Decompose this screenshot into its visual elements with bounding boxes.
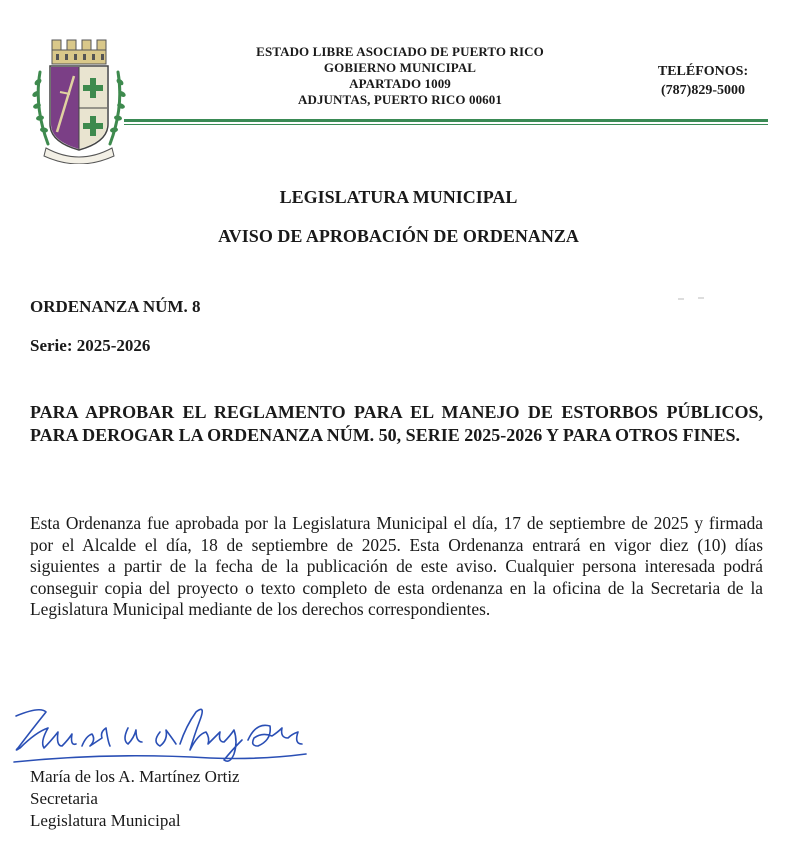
letterhead-line: ESTADO LIBRE ASOCIADO DE PUERTO RICO xyxy=(256,44,544,59)
scan-speck xyxy=(676,297,706,301)
phone-number: (787)829-5000 xyxy=(661,83,745,98)
letterhead-divider-thin xyxy=(124,124,768,125)
signature-block xyxy=(30,766,240,832)
ordinance-series: Serie: 2025-2026 xyxy=(30,336,151,355)
ordinance-title: PARA APROBAR EL REGLAMENTO PARA EL MANEJO DE ESTORBOS PÚBLICOS, PARA DEROGAR LA ORDENANZA NÚM. 50, SERIE 2025-2026 Y PARA OTROS FINES. xyxy=(30,402,763,445)
legislature-heading: LEGISLATURA MUNICIPAL xyxy=(279,187,518,207)
phone-block xyxy=(628,62,778,100)
letterhead-line: APARTADO 1009 xyxy=(349,76,451,91)
letterhead-divider xyxy=(124,119,768,122)
ordinance-number: ORDENANZA NÚM. 8 xyxy=(30,297,201,316)
letterhead-line: ADJUNTAS, PUERTO RICO 00601 xyxy=(297,92,502,107)
letterhead xyxy=(200,44,600,108)
phone-label: TELÉFONOS: xyxy=(657,64,749,79)
signatory-role: Secretaria xyxy=(30,789,98,808)
ordinance-body: Esta Ordenanza fue aprobada por la Legislatura Municipal el día, 17 de septiembre de 2025 y firmada por el Alcalde el día, 18 de septiembre de 2025. Esta Ordenanza entrará en vigor diez (10) días siguientes a partir de la fecha de la publicación de este aviso. Cualquier persona interesada podrá conseguir copia del proyecto o texto completo de esta ordenanza en la oficina de la Secretaria de la Legislatura Municipal mediante de los derechos correspondientes. xyxy=(30,513,763,620)
letterhead-line: GOBIERNO MUNICIPAL xyxy=(323,60,477,75)
handwritten-signature xyxy=(10,702,310,774)
notice-heading: AVISO DE APROBACIÓN DE ORDENANZA xyxy=(218,226,579,246)
municipal-coat-of-arms-icon xyxy=(30,32,128,164)
signatory-name: María de los A. Martínez Ortiz xyxy=(30,767,240,786)
signatory-office: Legislatura Municipal xyxy=(30,811,181,830)
